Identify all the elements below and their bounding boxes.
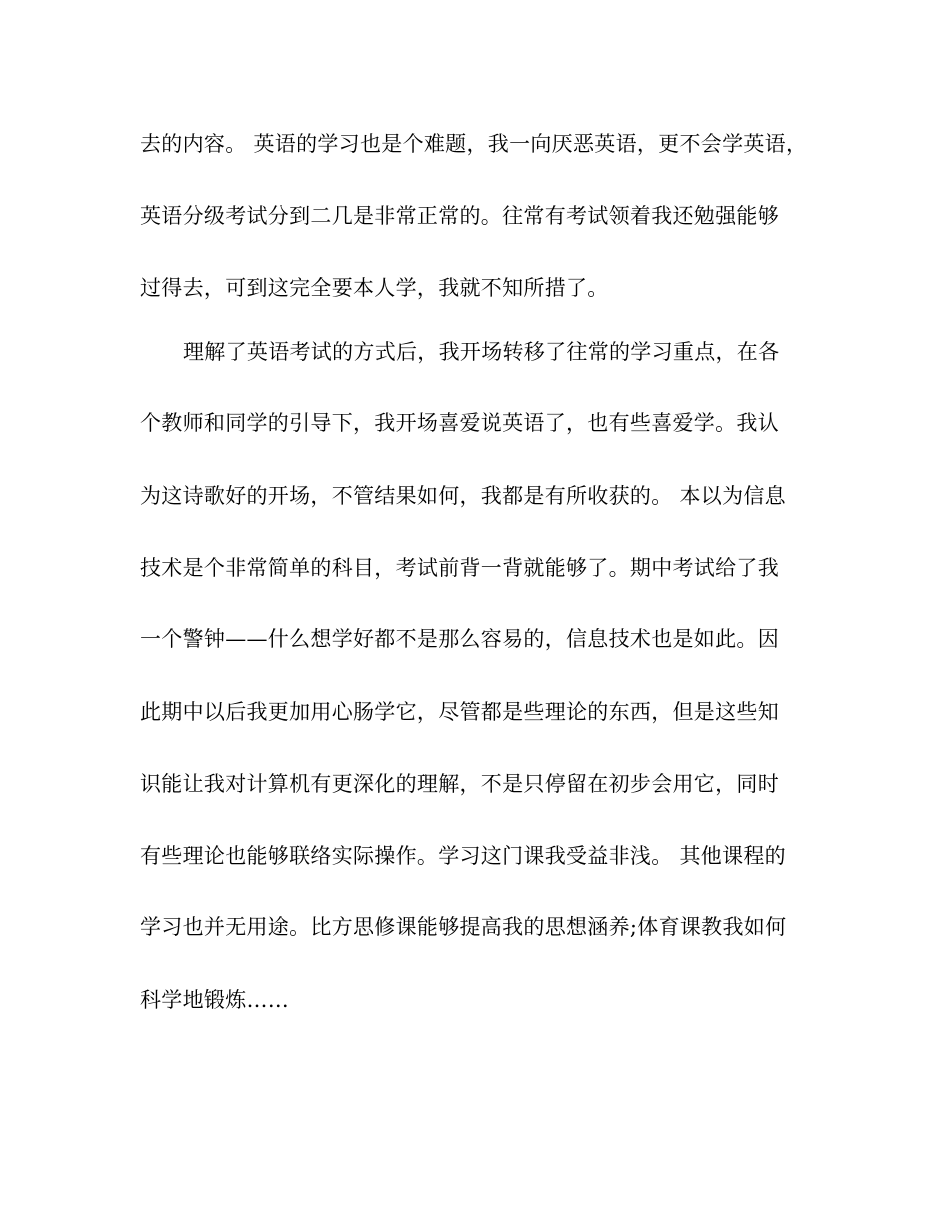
text-line: 科学地锻炼…… [140,988,290,1012]
text-line: 过得去，可到这完全要本人学，我就不知所措了。 [140,276,609,300]
paragraph-first-line: 理解了英语考试的方式后，我开场转移了往常的学习重点，在各 [183,340,780,364]
text-line: 个教师和同学的引导下，我开场喜爱说英语了，也有些喜爱学。我认 [140,411,779,435]
text-line: 学习也并无用途。比方思修课能够提高我的思想涵养;体育课教我如何 [140,915,787,939]
text-line: 英语分级考试分到二几是非常正常的。往常有考试领着我还勉强能够 [140,204,779,228]
text-line: 有些理论也能够联络实际操作。学习这门课我受益非浅。 其他课程的 [140,844,786,868]
text-line: 一个警钟——什么想学好都不是那么容易的，信息技术也是如此。因 [140,627,779,651]
text-line: 识能让我对计算机有更深化的理解，不是只停留在初步会用它，同时 [140,772,779,796]
text-line: 此期中以后我更加用心肠学它，尽管都是些理论的东西，但是这些知 [140,700,779,724]
text-line: 技术是个非常简单的科目，考试前背一背就能够了。期中考试给了我 [140,556,779,580]
text-line: 为这诗歌好的开场，不管结果如何，我都是有所收获的。 本以为信息 [140,484,786,508]
text-line: 去的内容。 英语的学习也是个难题，我一向厌恶英语，更不会学英语， [140,132,808,156]
